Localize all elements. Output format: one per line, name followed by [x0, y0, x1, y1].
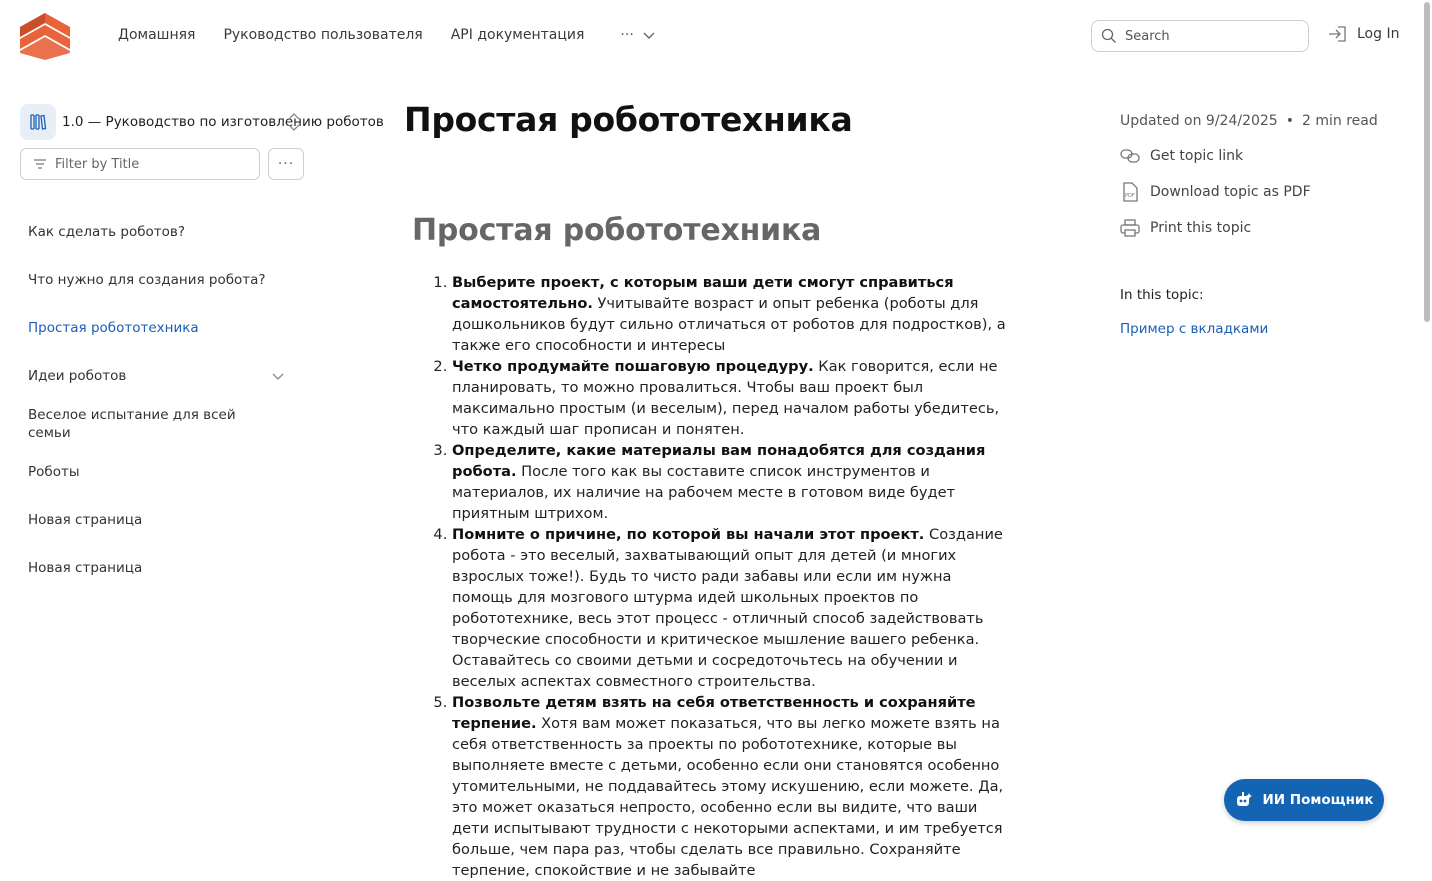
chevron-down-icon: [642, 28, 656, 42]
sidebar-item-simple-robotics[interactable]: [20, 304, 304, 352]
sidebar: [20, 104, 384, 592]
sidebar-item-new-page-2[interactable]: [20, 544, 304, 592]
read-time: 2 min read: [1301, 113, 1378, 129]
nav-home[interactable]: Домашняя: [118, 27, 196, 43]
chevron-down-icon[interactable]: [272, 370, 284, 382]
list-item: [452, 440, 1014, 524]
filter-icon: [33, 158, 47, 170]
sidebar-item-label: Новая страница: [28, 560, 143, 576]
list-item: [452, 272, 1014, 356]
top-nav: [118, 27, 656, 43]
sidebar-item-family-challenge[interactable]: [20, 400, 260, 448]
chevron-up-down-icon[interactable]: [286, 112, 302, 132]
link-icon: [1120, 147, 1140, 165]
sidebar-item-robot-ideas[interactable]: [20, 352, 304, 400]
version-label: 1.0 — Руководство по изготовлению роботов: [62, 114, 384, 130]
list-item: [452, 356, 1014, 440]
robot-icon: [1234, 790, 1254, 810]
right-rail: [1120, 113, 1410, 337]
nav-user-guide[interactable]: Руководство пользователя: [223, 27, 423, 43]
step-text: Создание робота - это веселый, захватывающий опыт для детей (и многих взрослых тоже!). Будь то чисто ради забавы или если им нужна помощь для мозгового штурма идей школьных проектов по робототехнике, весь этот процесс - отличный способ задействовать творческие способности и критическое мышление вашего ребенка. Оставайтесь со своими детьми и сосредоточьтесь на обучении и веселых аспектах совместного строительства.: [452, 526, 1003, 690]
ai-assistant-label: ИИ Помощник: [1262, 792, 1374, 808]
sidebar-item-label: Как сделать роботов?: [28, 224, 186, 240]
sidebar-item-label: Новая страница: [28, 512, 143, 528]
action-label: Get topic link: [1150, 148, 1244, 164]
sidebar-item-label: Идеи роботов: [28, 368, 127, 384]
article: [404, 100, 1014, 881]
step-bold: Определите, какие материалы вам понадобятся для создания робота.: [452, 442, 986, 480]
action-label: Print this topic: [1150, 220, 1252, 236]
sidebar-item-label: Роботы: [28, 464, 80, 480]
search-box[interactable]: [1091, 20, 1309, 52]
nav-api-docs[interactable]: API документация: [450, 27, 585, 43]
sidebar-item-label: Что нужно для создания робота?: [28, 272, 266, 288]
step-text: Как говорится, если не планировать, то можно провалиться. Чтобы ваш проект был максимально простым (и веселым), перед началом работы убедитесь, что каждый шаг прописан и понятен.: [452, 358, 1000, 438]
login-icon: [1327, 25, 1347, 43]
brand-logo-icon[interactable]: [18, 11, 72, 61]
print-topic-button[interactable]: [1120, 219, 1410, 237]
list-item: [452, 692, 1014, 881]
page-scrollbar[interactable]: [1424, 2, 1430, 322]
sidebar-item-what-is-needed[interactable]: [20, 256, 304, 304]
meta-separator: •: [1285, 113, 1294, 129]
topic-anchor-link[interactable]: Пример с вкладками: [1120, 321, 1269, 337]
step-bold: Помните о причине, по которой вы начали этот проект.: [452, 526, 925, 543]
filter-input[interactable]: [55, 157, 255, 172]
printer-icon: [1120, 219, 1140, 237]
step-text: Учитывайте возраст и опыт ребенка (роботы для дошкольников будут сильно отличаться от роботов для подростков), а также его способности и интересы: [452, 295, 1006, 354]
step-bold: Четко продумайте пошаговую процедуру.: [452, 358, 814, 375]
in-this-topic-heading: In this topic:: [1120, 287, 1204, 303]
action-label: Download topic as PDF: [1150, 184, 1311, 200]
section-heading: Простая робототехника: [412, 213, 822, 248]
nav-more-menu[interactable]: [620, 27, 655, 43]
svg-text:PDF: PDF: [1125, 193, 1135, 199]
filter-row: [20, 148, 304, 180]
search-icon: [1101, 28, 1117, 44]
step-bold: Позвольте детям взять на себя ответственность и сохраняйте терпение.: [452, 694, 976, 732]
download-pdf-button[interactable]: [1120, 183, 1410, 201]
sidebar-item-label: Простая робототехника: [28, 320, 199, 336]
step-bold: Выберите проект, с которым ваши дети смогут справиться самостоятельно.: [452, 274, 954, 312]
article-meta: [1120, 113, 1410, 129]
site-header: [0, 0, 1432, 72]
step-text: После того как вы составите список инструментов и материалов, их наличие на рабочем месте в готовом виде будет приятным штрихом.: [452, 463, 956, 522]
steps-list: [452, 272, 1014, 881]
filter-box[interactable]: [20, 148, 260, 180]
sidebar-item-how-to-make-robots[interactable]: [20, 208, 304, 256]
version-selector[interactable]: [20, 104, 384, 140]
login-label: Log In: [1357, 26, 1400, 42]
ai-assistant-button[interactable]: [1224, 779, 1384, 821]
library-icon: [20, 104, 56, 140]
sidebar-item-label: Веселое испытание для всей семьи: [28, 407, 236, 441]
updated-date: Updated on 9/24/2025: [1120, 113, 1278, 129]
sidebar-more-button[interactable]: ···: [268, 148, 304, 180]
step-text: Хотя вам может показаться, что вы легко можете взять на себя ответственность за проекты по робототехнике, которые вы выполняете вместе с детьми, особенно если они становятся особенно утомительными, не поддавайтесь этому искушению, если можете. Да, это может оказаться непросто, особенно если вы видите, что ваши дети испытывают трудности с некоторыми аспектами, и им требуется больше, чем пара раз, чтобы сделать все правильно. Сохраняйте терпение, спокойствие и не забывайте: [452, 715, 1004, 879]
list-item: [452, 524, 1014, 692]
page-title: Простая робототехника: [404, 100, 853, 139]
more-dots: ···: [620, 27, 634, 43]
get-topic-link-button[interactable]: [1120, 147, 1410, 165]
search-input[interactable]: [1125, 29, 1295, 44]
sidebar-item-new-page-1[interactable]: [20, 496, 304, 544]
toc-list: [20, 208, 304, 592]
login-button[interactable]: [1327, 25, 1399, 43]
pdf-icon: [1120, 182, 1140, 202]
sidebar-item-robots[interactable]: [20, 448, 304, 496]
